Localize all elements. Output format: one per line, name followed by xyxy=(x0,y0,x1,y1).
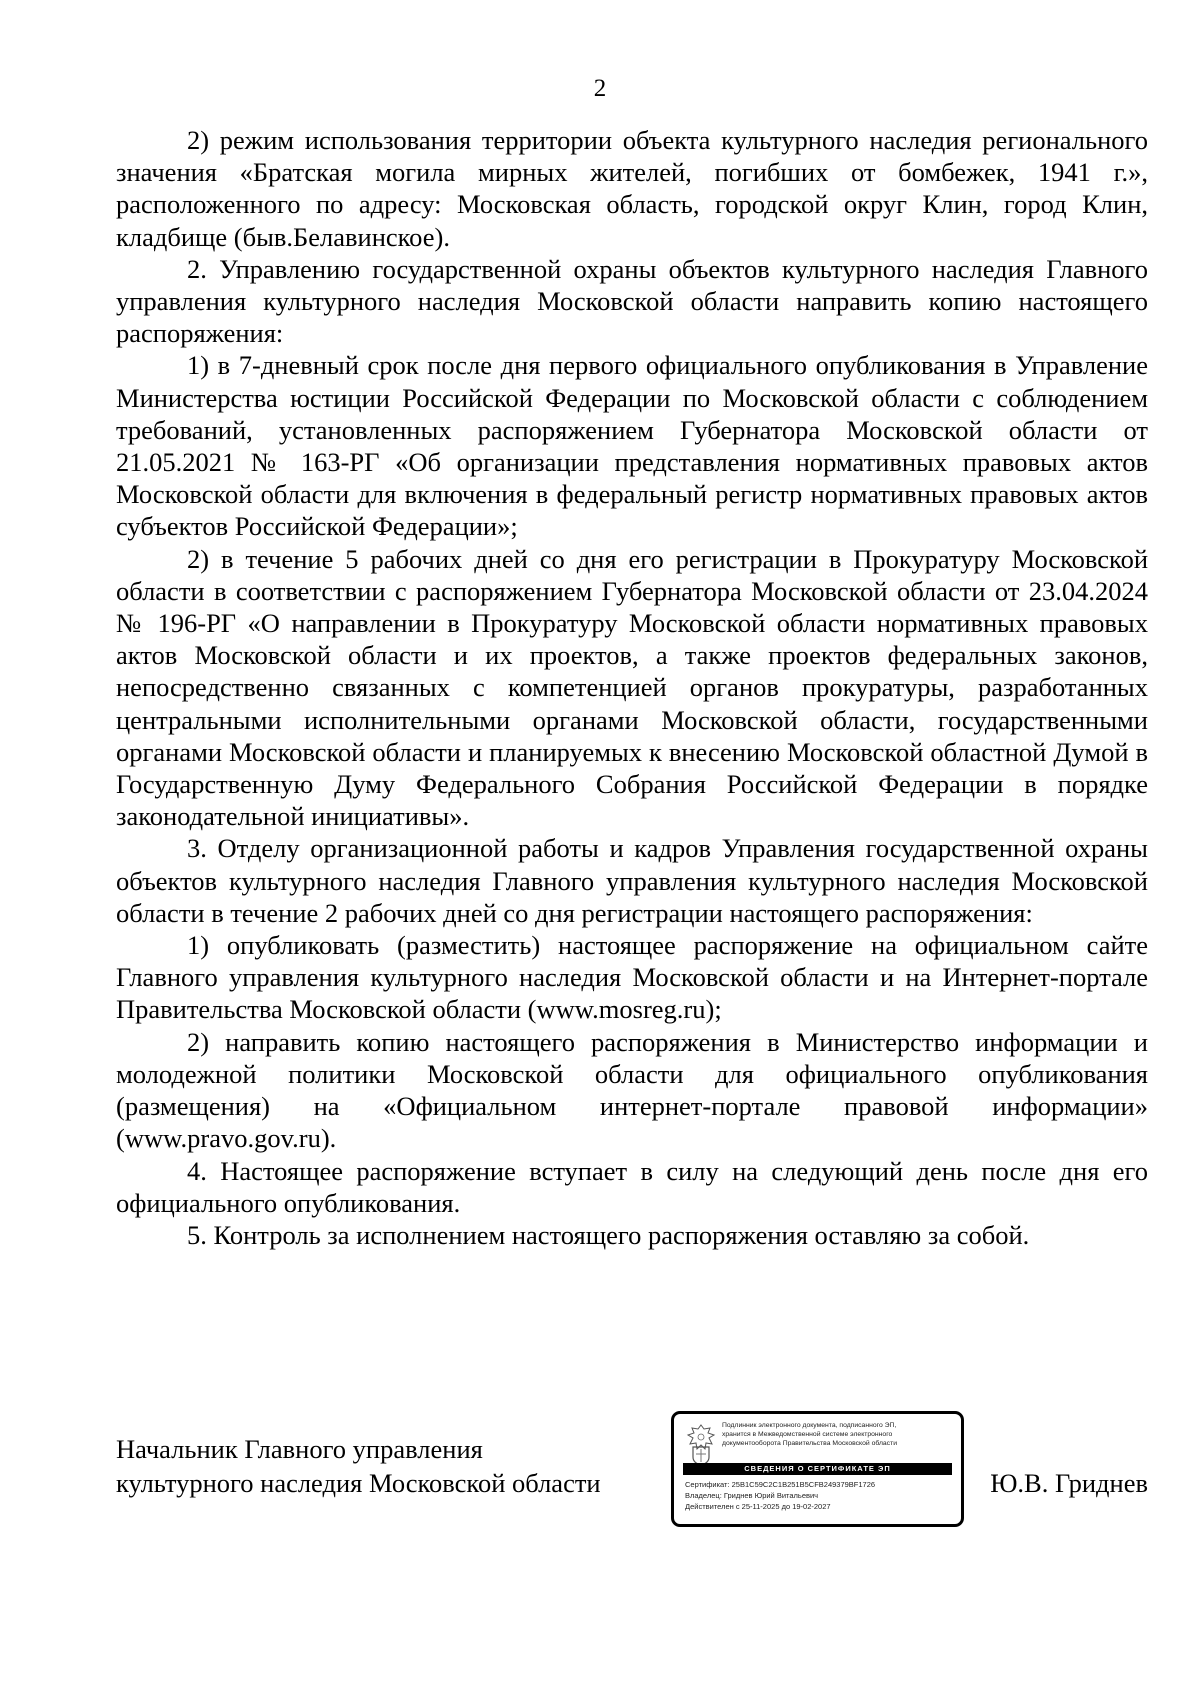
signatory-position xyxy=(116,1432,601,1500)
stamp-header: СВЕДЕНИЯ О СЕРТИФИКАТЕ ЭП xyxy=(683,1463,952,1475)
stamp-notice-line-3: документооборота Правительства Московской области xyxy=(722,1440,897,1447)
stamp-notice xyxy=(722,1421,958,1448)
electronic-signature-stamp xyxy=(671,1411,964,1527)
stamp-certificate: Сертификат: 25B1C59C2C1B251B5CFB249379BF1726 xyxy=(685,1480,876,1489)
paragraph-item-4: 4. Настоящее распоряжение вступает в силу на следующий день после дня его официального опубликования. xyxy=(116,1155,1148,1218)
paragraph-item-5: 5. Контроль за исполнением настоящего распоряжения оставляю за собой. xyxy=(187,1219,1030,1250)
paragraph-item-3-2: 2) направить копию настоящего распоряжения в Министерство информации и молодежной политики Московской области для официального опубликования (размещения) на «Официальном интернет-портале правовой информации» (www.pravo.gov.ru). xyxy=(116,1026,1148,1154)
stamp-valid-period: Действителен с 25-11-2025 до 19-02-2027 xyxy=(685,1502,831,1511)
paragraph-item-2-2: 2) в течение 5 рабочих дней со дня его регистрации в Прокуратуру Московской области в соответствии с распоряжением Губернатора Московской области от 23.04.2024 № 196-РГ «О направлении в Прокуратуру Московской области нормативных правовых актов Московской области и их проектов, а также проектов федеральных законов, непосредственно связанных с компетенцией органов прокуратуры, разработанных центральными исполнительными органами Московской области, государственными органами Московской области и планируемых к внесению Московской областной Думой в Государственную Думу Федерального Собрания Российской Федерации в порядке законодательной инициативы». xyxy=(116,543,1148,832)
paragraph-item-2-1: 1) в 7-дневный срок после дня первого официального опубликования в Управление Министерства юстиции Российской Федерации по Московской области с соблюдением требований, установленных распоряжением Губернатора Московской области от 21.05.2021 № 163-РГ «Об организации представления нормативных правовых актов Московской области для включения в федеральный регистр нормативных правовых актов субъектов Российской Федерации»; xyxy=(116,350,1148,542)
paragraph-regime: 2) режим использования территории объекта культурного наследия регионального значения «Братская могила мирных жителей, погибших от бомбежек, 1941 г.», расположенного по адресу: Московская область, городской округ Клин, город Клин, кладбище (быв.Белавинское). xyxy=(116,125,1148,252)
stamp-notice-line-2: хранится в Межведомственной системе электронного xyxy=(722,1431,893,1438)
paragraph-item-3-1: 1) опубликовать (разместить) настоящее распоряжение на официальном сайте Главного управления культурного наследия Московской области и на Интернет-портале Правительства Московской области (www.mosreg.ru); xyxy=(116,930,1148,1025)
paragraph-item-2: 2. Управлению государственной охраны объектов культурного наследия Главного управления культурного наследия Московской области направить копию настоящего распоряжения: xyxy=(116,253,1148,349)
paragraph-item-3: 3. Отделу организационной работы и кадров Управления государственной охраны объектов культурного наследия Главного управления культурного наследия Московской области в течение 2 рабочих дней со дня регистрации настоящего распоряжения: xyxy=(116,833,1148,928)
stamp-notice-line-1: Подлинник электронного документа, подписанного ЭП, xyxy=(722,1422,897,1429)
signatory-name: Ю.В. Гриднев xyxy=(990,1468,1148,1498)
stamp-certificate-info xyxy=(685,1479,955,1512)
stamp-owner: Владелец: Гриднев Юрий Витальевич xyxy=(685,1491,819,1500)
signatory-position-line-1: Начальник Главного управления xyxy=(116,1434,483,1464)
document-body xyxy=(116,124,1148,1251)
page-number: 2 xyxy=(593,75,607,102)
signatory-position-line-2: культурного наследия Московской области xyxy=(116,1468,601,1498)
coat-of-arms-icon xyxy=(684,1423,718,1467)
